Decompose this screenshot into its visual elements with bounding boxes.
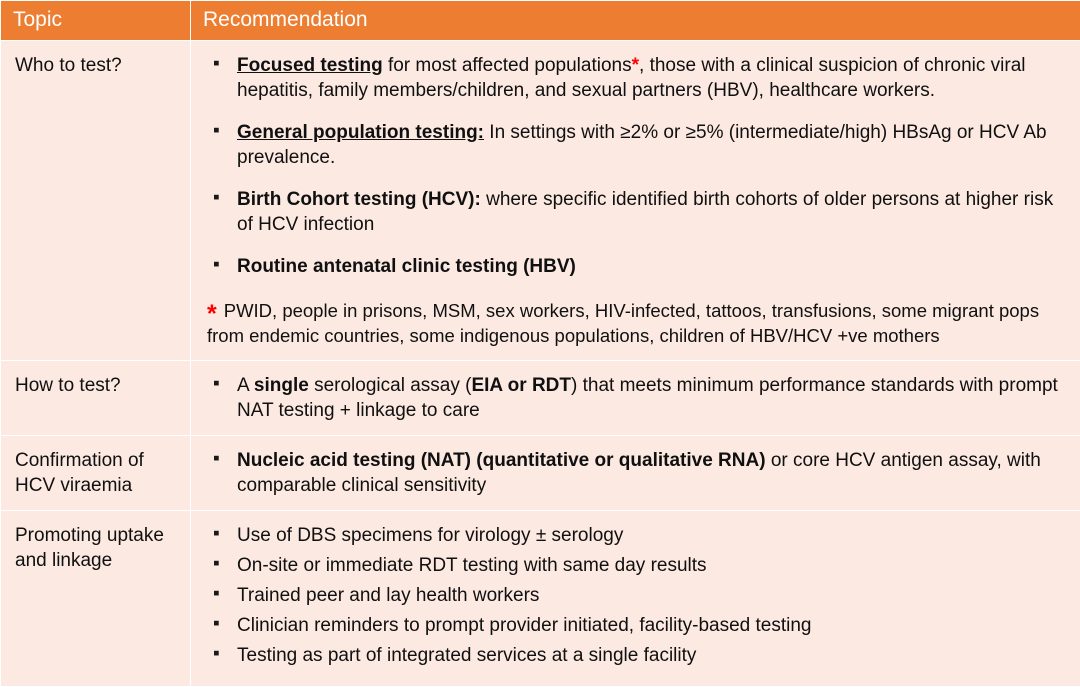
row-topic-promoting-uptake-and-linkage: Promoting uptake and linkage [1, 511, 191, 686]
list-item [207, 553, 1068, 578]
table-row [1, 360, 1080, 435]
list-item [207, 373, 1068, 423]
column-header-topic: Topic [1, 1, 191, 41]
row-recommendation-confirmation-hcv-viraemia [191, 436, 1080, 511]
bullet-list [207, 53, 1068, 280]
table-body [1, 41, 1080, 687]
bullet-text: where specific identified birth cohorts of older persons at higher risk of HCV infection [237, 189, 1054, 236]
row-recommendation-who-to-test [191, 41, 1080, 361]
list-item [207, 583, 1068, 608]
bullet-text: for most affected populations [382, 55, 632, 76]
footnote-text: PWID, people in prisons, MSM, sex workers, HIV-infected, tattoos, transfusions, some migrant pops from endemic countries, some indigenous populations, children of HBV/HCV +ve mothers [207, 299, 1040, 346]
bullet-lead: Nucleic acid testing (NAT) (quantitative or qualitative RNA) [237, 450, 766, 472]
bullet-text: Use of DBS specimens for virology ± serology [237, 525, 624, 547]
bullet-pre: A [237, 374, 254, 396]
bullet-mid: serological assay ( [308, 374, 472, 396]
bullet-lead: General population testing: [237, 122, 485, 144]
row-topic-how-to-test: How to test? [1, 360, 191, 435]
bullet-text: On-site or immediate RDT testing with same day results [237, 555, 707, 577]
bullet-text-2: , those with a clinical suspicion of chronic viral hepatitis, family members/children, and sexual partners (HBV), healthcare workers. [237, 55, 1026, 102]
bullet-lead: Birth Cohort testing (HCV): [237, 189, 481, 211]
table-row [1, 41, 1080, 361]
row-recommendation-promoting-uptake-and-linkage [191, 511, 1080, 686]
table-row [1, 511, 1080, 686]
bullet-list [207, 373, 1068, 423]
table-header [1, 1, 1080, 41]
list-item [207, 120, 1068, 170]
bullet-text: Clinician reminders to prompt provider initiated, facility-based testing [237, 615, 812, 637]
bullet-text: ) that meets minimum performance standards with prompt NAT testing + linkage to care [237, 374, 1058, 421]
bullet-text: Testing as part of integrated services at a single facility [237, 645, 697, 667]
column-header-recommendation: Recommendation [191, 1, 1080, 41]
bullet-lead: single [253, 374, 309, 396]
bullet-list [207, 523, 1068, 668]
list-item [207, 187, 1068, 237]
row-topic-who-to-test: Who to test? [1, 41, 191, 361]
table-row [1, 436, 1080, 511]
asterisk-icon: * [207, 299, 217, 328]
table-header-row [1, 1, 1080, 41]
list-item [207, 448, 1068, 498]
list-item [207, 53, 1068, 103]
bullet-text: Trained peer and lay health workers [237, 585, 540, 607]
bullet-list [207, 448, 1068, 498]
list-item [207, 254, 1068, 279]
footnote-marker-icon: * [631, 55, 640, 76]
bullet-lead-2: EIA or RDT [471, 374, 572, 396]
bullet-text: or core HCV antigen assay, with comparable clinical sensitivity [237, 450, 1041, 497]
bullet-lead: Focused testing [237, 55, 383, 76]
row-topic-confirmation-hcv-viraemia: Confirmation of HCV viraemia [1, 436, 191, 511]
list-item [207, 643, 1068, 668]
bullet-lead: Routine antenatal clinic testing (HBV) [237, 256, 576, 278]
footnote [207, 298, 1068, 348]
list-item [207, 613, 1068, 638]
list-item [207, 523, 1068, 548]
bullet-text: In settings with ≥2% or ≥5% (intermediate/high) HBsAg or HCV Ab prevalence. [237, 122, 1047, 169]
row-recommendation-how-to-test [191, 360, 1080, 435]
